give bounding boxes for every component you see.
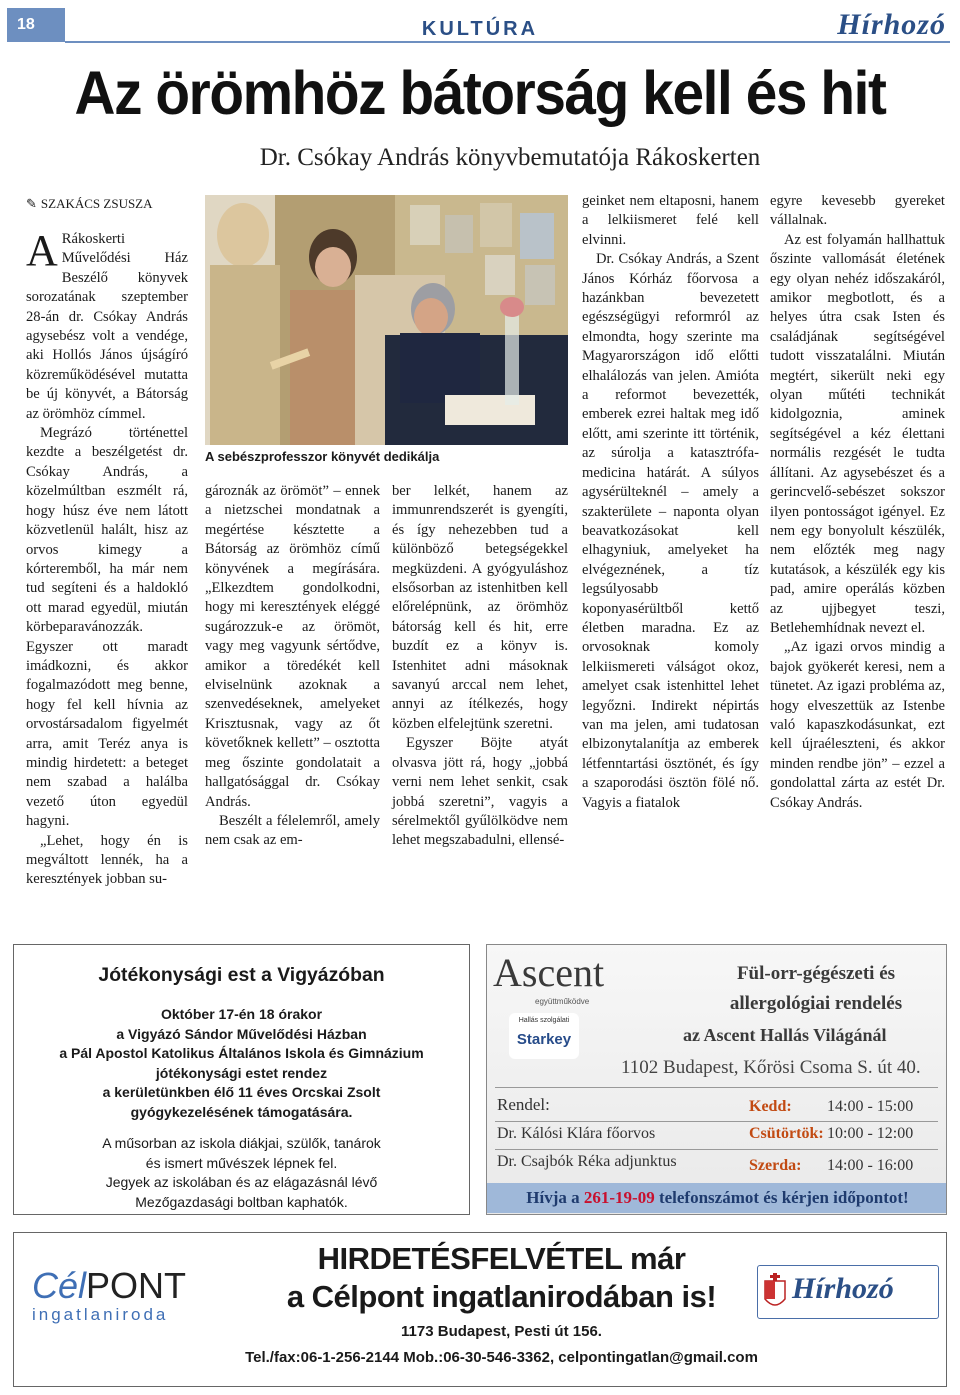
phone-number: 261-19-09 (583, 1188, 655, 1207)
logo-text: Cél (32, 1265, 87, 1306)
hirhozo-logo (757, 1265, 939, 1319)
charity-details (14, 1005, 469, 1122)
book-signing-photo (205, 195, 568, 445)
coat-of-arms-icon (764, 1271, 786, 1313)
paragraph: Egyszer Böjte atyát olvasva jött rá, hogy „jobbá verni nem lehet senkit, csak jobbá szeretni”, vagyis a sérelmektől gyűlölködve nem lehet megszabadulni, ellensé- (392, 735, 568, 849)
doctor-name: Dr. Csajbók Réka adjunktus (497, 1153, 677, 1170)
ad-subheadline: az Ascent Hallás Világánál (683, 1025, 887, 1045)
paragraph: Dr. Csókay András, a Szent János Kórház főorvosa a hazánkban bevezetett egészségügyi reformról az elmondta, hogy szerinte ma Magyarországon idő előtti elhalálozás van jelen. Amióta a reformot bevezették, emberek ezrei haltak meg idő előtt, ami szerinte itt történik, az súrolja a katasztrófa-medicina határát. A súlyos agysérülteknél – amely a szakterülete – naponta olyan beavatkozásokat kell elhagyniuk, amelyeket ha elvégeznének, a tíz legsúlyosabb koponyasérültből kettő életben maradna. Ez az orvosoknak komoly lelkiismereti válságot okoz, amelyet csak istenhittel lehet legyőzni. Indirekt népirtás van ma jelen, ami tudatosan elbizonytalanítja az emberek létfenntartási ösztönét, és így a szaporodási ösztön fölé nő. Vagyis a fiatalok (582, 251, 759, 811)
author-name: SZAKÁCS ZSUSZA (40, 196, 153, 211)
ad-divider (495, 1121, 938, 1122)
classifieds-box (13, 1232, 947, 1387)
paragraph: geinket nem eltaposni, hanem a lelkiismeret felé kell elvinni. (582, 193, 759, 248)
classifieds-headline: HIRDETÉSFELVÉTEL már (317, 1241, 686, 1276)
ad-headline: Fül-orr-gégészeti és (736, 963, 896, 984)
schedule-time: 10:00 - 12:00 (827, 1125, 914, 1142)
paragraph: Az est folyamán hallhattuk őszinte vallomását életének egy olyan nehéz időszakáról, amikor megbotlott, és a helyes útra csak Isten és családjának segítségével tudott visszatalálni. Miután megtért, sikerült neki egy olyan műtéti technikát kidolgoznia, aminek segítségével a kéz élettani normális rezgését le tudta állítani. Az agysebészet és a gerincvelő-sebészet sokszor ilyen pontosságot igényel. Ez nem egy bonyolult készülék, nem előzték meg nagy kutatások, a készülék egy kis pad, amire operálás közben az ujjbegyet teszi, Betlehemhídnak nevezt el. (770, 231, 945, 636)
classifieds-address: 1173 Budapest, Pesti út 156. (401, 1323, 602, 1340)
article-column-4 (582, 192, 759, 813)
charity-event-box (13, 944, 470, 1215)
paragraph: ber lelkét, hanem az immunrendszerét is gyengíti, és így nehezebben tud a különböző betegségekkel megküzdeni. A gyógyuláshoz elsősorban az istenhitben kell előrelépnünk, az örömhöz bátorság kell és hit, erre buzdít ez a könyv is. Istenhitet adni másoknak savanyú arccal nem lehet, annyi az ítélkezés, hogy közben elfelejtünk szeretni. (392, 483, 568, 732)
paragraph: „Az igazi orvos mindig a bajok gyökerét keresi, nem a tünetet. Az igazi probléma az, hogy elveszettük az Istenbe való kapaszkodásunkat, ezt kell újraéleszteni, és akkor minden rendbe jön” – ezzel a gondolattal zárta az estét Dr. Csókay András. (770, 639, 945, 811)
paragraph: egyre kevesebb gyereket vállalnak. (770, 193, 945, 229)
schedule-label: Rendel: (497, 1095, 550, 1114)
starkey-tag: Hallás szolgálati (518, 1017, 570, 1024)
paragraph: „Lehet, hogy én is megváltott lennék, ha a keresztények jobban su- (26, 832, 188, 888)
drop-cap: A (26, 226, 58, 275)
paragraph: Beszélt a félelemről, amely nem csak az em- (205, 812, 380, 849)
ad-divider (495, 1149, 938, 1150)
charity-title: Jótékonysági est a Vigyázóban (98, 965, 385, 986)
starkey-logo (509, 1013, 579, 1059)
charity-line: Mezőgazdasági boltban kaphatók. (135, 1193, 348, 1210)
article-title: Az örömhöz bátorság kell és hit (74, 59, 886, 127)
charity-line: a Pál Apostol Katolikus Általános Iskola és Gimnázium (59, 1045, 424, 1061)
article-photo (205, 195, 568, 445)
article-column-2 (205, 482, 380, 851)
article-column-1 (26, 226, 188, 890)
doctor-name: Dr. Kálósi Klára főorvos (497, 1125, 656, 1142)
charity-line: gyógykezelésének támogatására. (130, 1103, 353, 1120)
article-subtitle: Dr. Csókay András könyvbemutatója Rákoskerten (259, 144, 761, 171)
classifieds-contact: Tel./fax:06-1-256-2144 Mob.:06-30-546-3362, celpontingatlan@gmail.com (245, 1349, 758, 1366)
pen-icon: ✎ (26, 196, 37, 211)
ad-headline: allergológiai rendelés (729, 993, 903, 1014)
starkey-name: Starkey (516, 1031, 572, 1048)
masthead-logo: Hírhozó (837, 8, 946, 41)
charity-line: A műsorban az iskola diákjai, szülők, tanárok (102, 1135, 381, 1151)
schedule-time: 14:00 - 15:00 (827, 1098, 914, 1115)
article-column-5 (770, 192, 945, 813)
article-column-3 (392, 482, 568, 851)
charity-line: Jegyek az iskolában és az elágazásnál lévő (105, 1174, 378, 1190)
ascent-logo: Ascent (493, 950, 605, 995)
charity-line: Október 17-én 18 órakor (160, 1006, 323, 1022)
celpont-logo (32, 1265, 222, 1325)
charity-line: a Vigyázó Sándor Művelődési Házban (116, 1025, 367, 1042)
charity-line: a kerületünkben élő 11 éves Orcskai Zsolt (102, 1084, 381, 1100)
ascent-advertisement (486, 944, 947, 1215)
ad-address: 1102 Budapest, Kőrösi Csoma S. út 40. (621, 1057, 921, 1078)
byline (26, 196, 153, 212)
charity-notes (14, 1134, 469, 1212)
ad-divider (495, 1087, 938, 1088)
schedule-day: Kedd: (749, 1098, 792, 1115)
paragraph: Megrázó történettel kezdte a beszélgetést dr. Csókay András, a közelmúltban eszmélt rá, hogy húsz éve nem látott közvetlenül halált, hisz az orvos kimegy a kórteremből, ha már nem tud segíteni és a haldokló ott marad egyedül, miután körbeparavánozzák. Egyszer ott maradt imádkozni, és akkor fogalmazódott meg benne, hogy fel kell hívnia az orvostársadalom figyelmét arra, amit Teréz anya is mindig hirdetett: a beteget nem szabad a halálba vezető úton egyedül hagyni. (26, 425, 188, 830)
paragraph: gároznák az örömöt” – ennek a nietzschei mondatnak a megértése késztette a Bátorság az örömhöz című könyvének a megírására. „Elkezdtem gondolkodni, hogy mi keresztények eléggé sugározzuk-e az örömöt, vagy meg vagyunk sértődve, amikor a töredékét kell elviselnünk azoknak a szenvedéseknek, amelyeket Krisztusnak, vagy az őt követőknek kellett” – osztotta meg őszinte gondolatait a hallgatósággal dr. Csókay András. (205, 483, 380, 810)
paragraph-text: Rákoskerti Művelődési Ház Beszélő könyvek sorozatának szeptember 28-án dr. Csókay András agysebész volt a vendége, aki Hollós János újságíró közreműködésével mutatta be új könyvét, a Bátorság az örömhöz címmel. (26, 231, 188, 422)
header-rule (65, 41, 950, 43)
page-number: 18 (7, 8, 65, 42)
masthead-logo: Hírhozó (792, 1272, 894, 1305)
logo-text: PONT (86, 1265, 187, 1306)
logo-subtitle: ingatlaniroda (32, 1305, 169, 1324)
charity-line: jótékonysági estet rendez (155, 1064, 328, 1081)
classifieds-headline: a Célpont ingatlanirodában is! (286, 1279, 717, 1314)
page-header (0, 0, 960, 50)
section-label: KULTÚRA (421, 18, 539, 40)
cooperation-label: együttműködve (535, 997, 590, 1006)
schedule-time: 14:00 - 16:00 (827, 1157, 914, 1174)
call-to-action-bar (487, 1183, 947, 1213)
photo-caption: A sebészprofesszor könyvét dedikálja (205, 449, 440, 464)
call-suffix: telefonszámot és kérjen időpontot! (658, 1188, 909, 1207)
schedule-day: Csütörtök: (749, 1125, 824, 1142)
schedule-day: Szerda: (749, 1157, 802, 1174)
charity-line: és ismert művészek lépnek fel. (145, 1154, 338, 1171)
paragraph (26, 226, 188, 424)
call-prefix: Hívja a (526, 1188, 580, 1207)
